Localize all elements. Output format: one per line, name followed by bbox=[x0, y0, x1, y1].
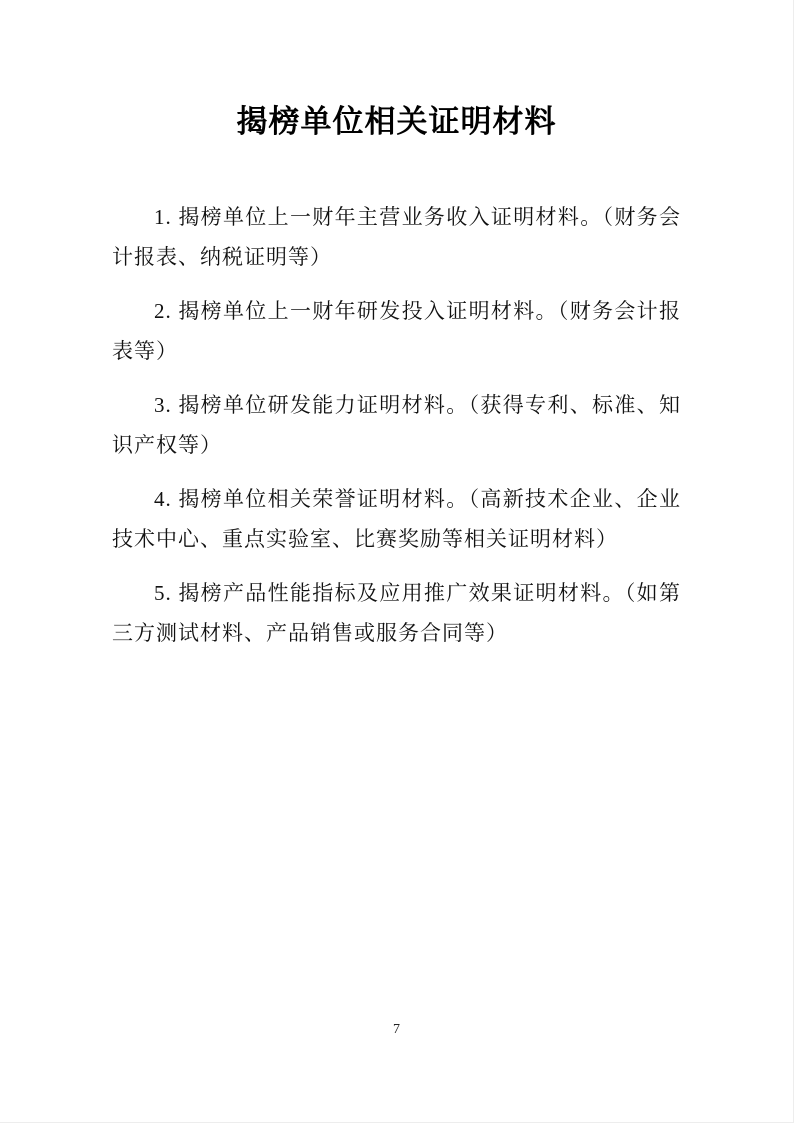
list-item-3: 3. 揭榜单位研发能力证明材料。（获得专利、标准、知识产权等） bbox=[112, 393, 681, 457]
list-item-2: 2. 揭榜单位上一财年研发投入证明材料。（财务会计报表等） bbox=[112, 299, 681, 363]
document-body bbox=[0, 197, 793, 653]
list-item-4: 4. 揭榜单位相关荣誉证明材料。（高新技术企业、企业技术中心、重点实验室、比赛奖励等相关证明材料） bbox=[112, 487, 681, 551]
list-item-1: 1. 揭榜单位上一财年主营业务收入证明材料。（财务会计报表、纳税证明等） bbox=[112, 205, 681, 269]
list-item-5: 5. 揭榜产品性能指标及应用推广效果证明材料。（如第三方测试材料、产品销售或服务合同等） bbox=[112, 581, 681, 645]
document-title: 揭榜单位相关证明材料 bbox=[236, 104, 557, 139]
page-number: 7 bbox=[393, 1022, 400, 1037]
